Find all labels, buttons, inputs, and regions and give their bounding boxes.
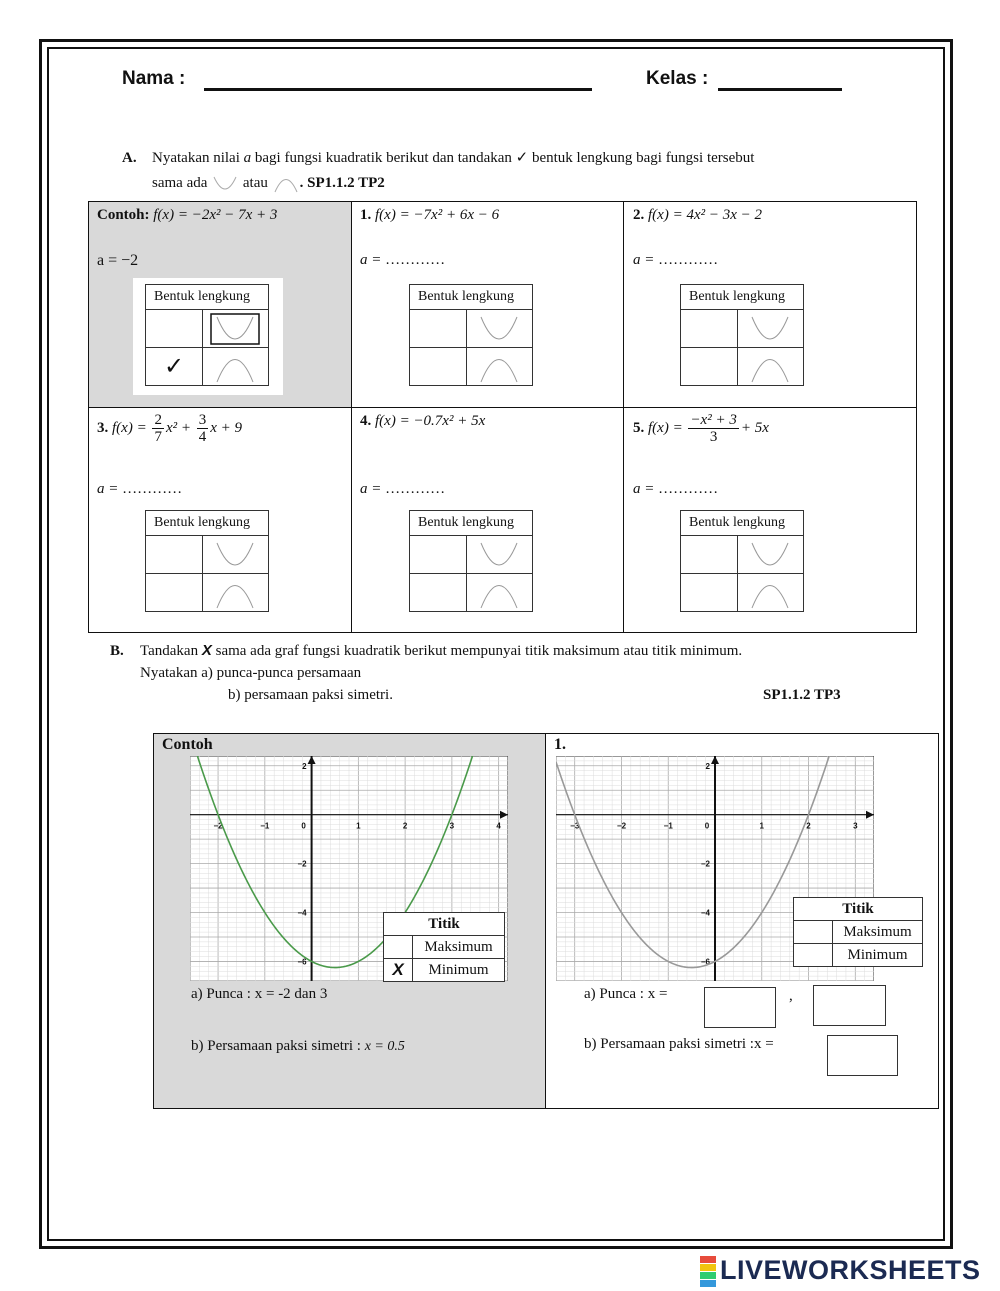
section-b-instruction: Tandakan X sama ada graf fungsi kuadratik berikut mempunyai titik maksimum atau titik minimum. — [140, 642, 743, 659]
cup-up-cell — [738, 310, 804, 348]
curve-table-header: Bentuk lengkung — [681, 511, 804, 536]
logo-icon — [700, 1256, 716, 1287]
cup-down-cell — [203, 348, 269, 386]
section-b-instruction-3: b) persamaan paksi simetri. — [228, 687, 393, 703]
cup-up-checkbox[interactable] — [681, 310, 738, 348]
x-tick-label: −3 — [570, 821, 580, 831]
example-a-value: a = −2 — [97, 252, 139, 269]
axis-of-symmetry-input[interactable] — [827, 1035, 898, 1076]
cup-up-cell — [467, 536, 533, 574]
q3-curve-table — [145, 510, 269, 612]
maximum-label: Maksimum — [833, 921, 923, 944]
cup-up-checkbox[interactable] — [681, 536, 738, 574]
example-roots: a) Punca : x = -2 dan 3 — [191, 986, 328, 1002]
cup-down-icon — [738, 575, 802, 611]
cup-up-cell — [467, 310, 533, 348]
section-b-grid — [153, 733, 939, 1109]
cup-down-checkbox[interactable]: ✓ — [146, 348, 203, 386]
example-formula: Contoh: f(x) = −2x² − 7x + 3 — [97, 207, 278, 223]
cup-down-icon — [467, 349, 531, 385]
cup-down-cell — [738, 574, 804, 612]
class-label: Kelas : — [646, 68, 709, 89]
x-tick-label: −1 — [663, 821, 673, 831]
question-5-cell — [624, 408, 916, 632]
cup-down-checkbox[interactable] — [146, 574, 203, 612]
section-a-letter: A. — [122, 150, 137, 166]
minimum-label: Minimum — [413, 959, 505, 982]
y-tick-label: 2 — [705, 761, 710, 771]
cup-up-checkbox[interactable] — [146, 536, 203, 574]
x-tick-label: 2 — [402, 821, 408, 831]
x-tick-label: 1 — [759, 821, 764, 831]
x-tick-label: 1 — [356, 821, 361, 831]
cup-up-icon — [467, 311, 531, 347]
cup-up-icon — [203, 311, 267, 347]
root-1-input[interactable] — [704, 987, 776, 1028]
y-tick-label: −2 — [700, 859, 710, 869]
cup-down-checkbox[interactable] — [681, 574, 738, 612]
x-tick-label: 2 — [806, 821, 811, 831]
liveworksheets-logo: LIVEWORKSHEETS — [700, 1255, 981, 1287]
cup-down-cell — [738, 348, 804, 386]
x-tick-label: −2 — [616, 821, 627, 831]
y-tick-label: −6 — [700, 957, 710, 967]
y-tick-label: −4 — [297, 908, 307, 918]
cup-down-icon — [272, 175, 300, 193]
cup-up-checkbox[interactable] — [146, 310, 203, 348]
q2-a-answer[interactable]: a = ………… — [633, 252, 719, 268]
q5-formula: 5. f(x) = $\frac{\text{−x² + 3}}{3}$ + 5x — [633, 412, 769, 445]
cup-up-cell — [203, 536, 269, 574]
q-b1-axis-label: b) Persamaan paksi simetri :x = — [584, 1036, 774, 1052]
y-tick-label: 2 — [302, 761, 307, 771]
q-b1-title: 1. — [554, 736, 566, 753]
q1-a-answer[interactable]: a = ………… — [360, 252, 446, 268]
curve-table-header: Bentuk lengkung — [681, 285, 804, 310]
q1-curve-table — [409, 284, 533, 386]
section-b-code: SP1.1.2 TP3 — [763, 687, 841, 703]
curve-table-header: Bentuk lengkung — [410, 285, 533, 310]
name-label: Nama : — [122, 68, 186, 89]
x-tick-label: 3 — [853, 821, 858, 831]
cup-down-checkbox[interactable] — [681, 348, 738, 386]
x-tick-label: 0 — [704, 821, 710, 831]
cup-up-icon — [738, 537, 802, 573]
cup-down-cell — [203, 574, 269, 612]
cup-down-icon — [203, 349, 267, 385]
example-titik-table — [383, 912, 505, 982]
example-graph-title: Contoh — [162, 736, 213, 753]
curve-table-header: Bentuk lengkung — [410, 511, 533, 536]
roots-comma: , — [789, 988, 793, 1004]
cup-up-checkbox[interactable] — [410, 310, 467, 348]
q4-formula: 4. f(x) = −0.7x² + 5x — [360, 413, 486, 429]
example-graph-cell — [154, 734, 546, 1108]
maximum-checkbox[interactable] — [794, 921, 833, 944]
root-2-input[interactable] — [813, 985, 886, 1026]
cup-down-icon — [203, 575, 267, 611]
y-tick-label: −4 — [700, 908, 710, 918]
q2-curve-table — [680, 284, 804, 386]
example-cell — [89, 202, 352, 408]
titik-header: Titik — [384, 913, 505, 936]
section-a-instruction: Nyatakan nilai a bagi fungsi kuadratik berikut dan tandakan ✓ bentuk lengkung bagi fungsi tersebut — [152, 150, 755, 166]
cup-up-icon — [211, 175, 239, 193]
titik-header: Titik — [794, 898, 923, 921]
cup-up-checkbox[interactable] — [410, 536, 467, 574]
name-line[interactable] — [204, 88, 592, 91]
curve-table-header: Bentuk lengkung — [146, 285, 269, 310]
cup-down-checkbox[interactable] — [410, 574, 467, 612]
section-a-grid — [88, 201, 917, 633]
cup-up-icon — [203, 537, 267, 573]
y-tick-label: −6 — [297, 957, 307, 967]
cup-up-icon — [467, 537, 531, 573]
maximum-label: Maksimum — [413, 936, 505, 959]
cup-down-icon — [467, 575, 531, 611]
cup-down-cell — [467, 574, 533, 612]
y-tick-label: −2 — [297, 859, 307, 869]
question-b1-cell — [546, 734, 938, 1108]
q3-a-answer[interactable]: a = ………… — [97, 481, 183, 497]
q-b1-titik-table — [793, 897, 923, 967]
section-a-instruction-2: sama ada atau . SP1.1.2 TP2 — [152, 175, 385, 191]
x-tick-label: 4 — [496, 821, 501, 831]
example-curve-table — [145, 284, 269, 386]
minimum-checkbox[interactable]: X — [384, 959, 413, 982]
x-tick-label: −2 — [213, 821, 223, 831]
question-4-cell — [352, 408, 624, 632]
question-3-cell — [89, 408, 352, 632]
q1-formula: 1. f(x) = −7x² + 6x − 6 — [360, 207, 500, 223]
section-b-instruction-2: Nyatakan a) punca-punca persamaan — [140, 665, 362, 681]
section-b-letter: B. — [110, 643, 124, 659]
class-line[interactable] — [718, 88, 842, 91]
maximum-checkbox[interactable] — [384, 936, 413, 959]
curve-table-header: Bentuk lengkung — [146, 511, 269, 536]
cup-up-cell — [738, 536, 804, 574]
example-axis-of-symmetry: b) Persamaan paksi simetri : x = 0.5 — [191, 1038, 405, 1054]
cup-up-icon — [738, 311, 802, 347]
minimum-label: Minimum — [833, 944, 923, 967]
question-2-cell — [624, 202, 916, 408]
q4-a-answer[interactable]: a = ………… — [360, 481, 446, 497]
q-b1-roots-label: a) Punca : x = — [584, 986, 668, 1002]
minimum-checkbox[interactable] — [794, 944, 833, 967]
x-tick-label: 0 — [301, 821, 306, 831]
q3-formula: 3. f(x) = $\frac{2}{7}$ x² + $\frac{3}{4}$ x + 9 — [97, 412, 242, 445]
q5-curve-table — [680, 510, 804, 612]
cup-up-cell — [203, 310, 269, 348]
q5-a-answer[interactable]: a = ………… — [633, 481, 719, 497]
q2-formula: 2. f(x) = 4x² − 3x − 2 — [633, 207, 762, 223]
cup-down-cell — [467, 348, 533, 386]
q4-curve-table — [409, 510, 533, 612]
cup-down-icon — [738, 349, 802, 385]
question-1-cell — [352, 202, 624, 408]
cup-down-checkbox[interactable] — [410, 348, 467, 386]
x-tick-label: −1 — [260, 821, 270, 831]
x-tick-label: 3 — [449, 821, 455, 831]
